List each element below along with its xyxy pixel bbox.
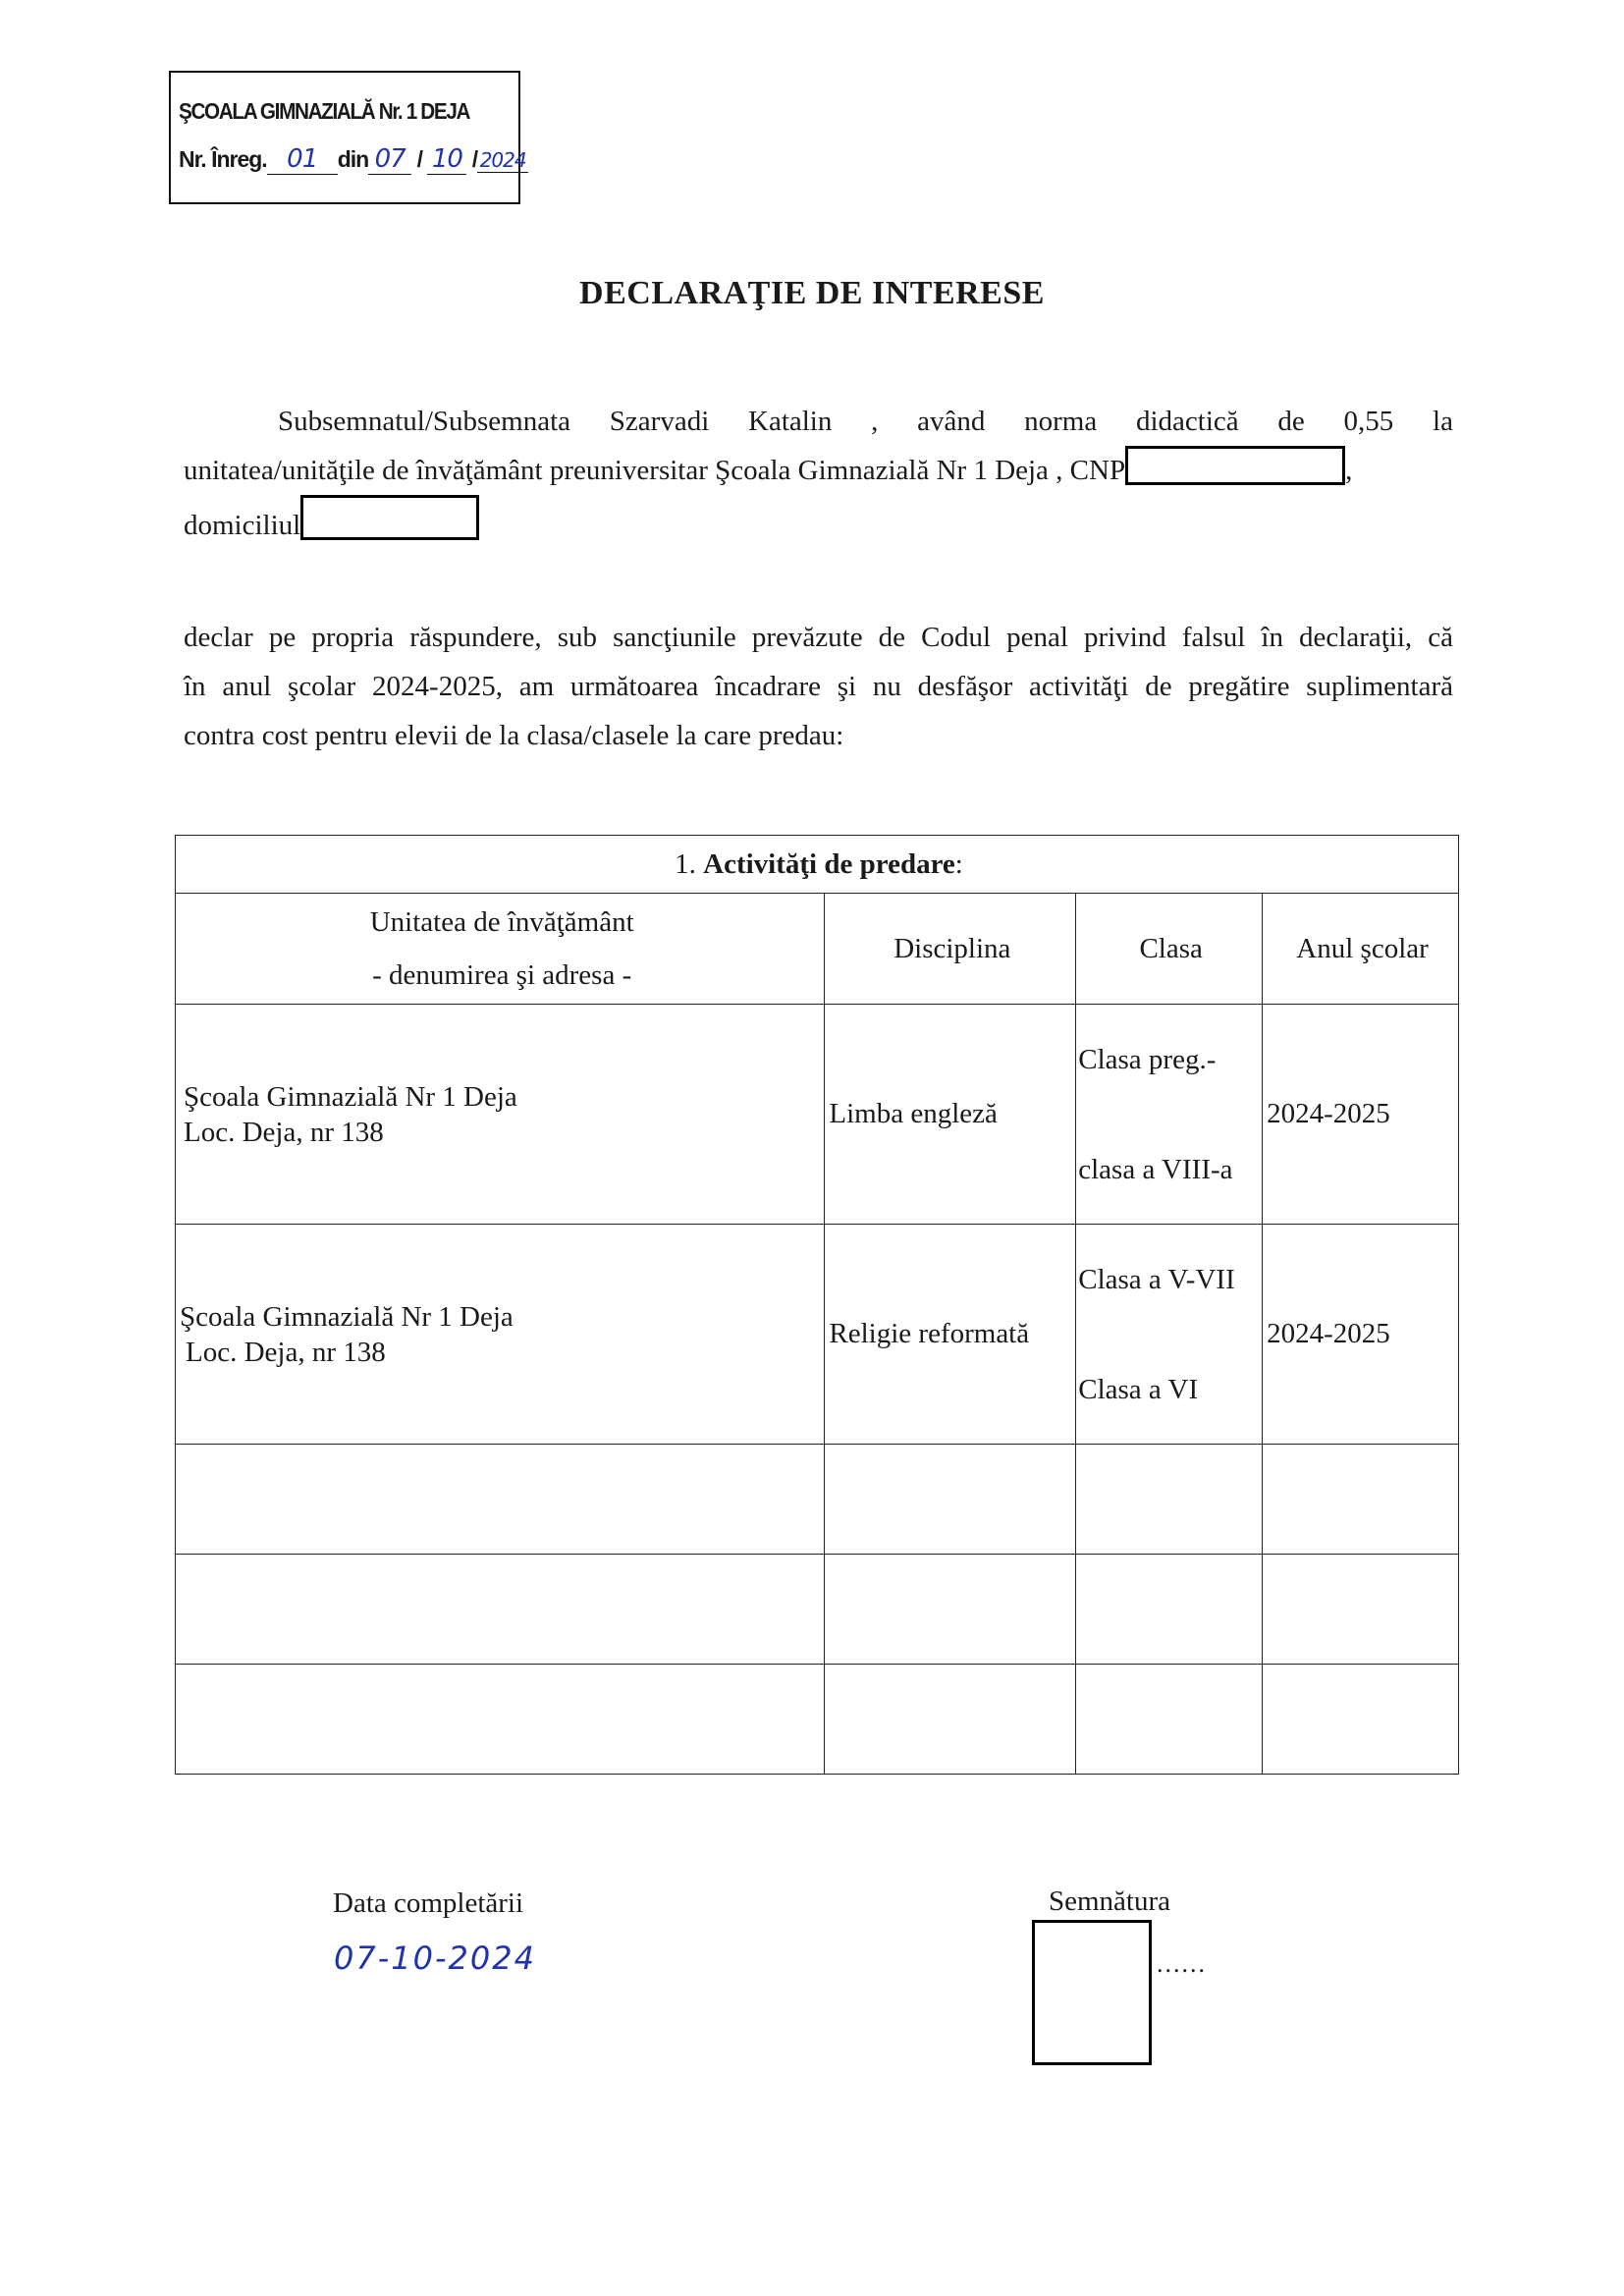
date-label: Data completării [333, 1887, 524, 1919]
signature-redaction-box [1032, 1920, 1152, 2065]
stamp-day: 07 [368, 144, 411, 175]
column-header-discipline: Disciplina [825, 894, 1076, 1005]
declaration-paragraph [184, 613, 1453, 760]
table-row [176, 1005, 1459, 1225]
intro-line-2: unitatea/unităţile de învăţământ preuniversitar Şcoala Gimnazială Nr 1 Deja , CNP , [184, 446, 1453, 495]
column-header-year: Anul şcolar [1263, 894, 1459, 1005]
intro-line-3: domiciliul [184, 495, 1453, 550]
signature-dots: ...... [1157, 1949, 1207, 1978]
stamp-reg-number: 01 [267, 144, 338, 175]
cell-class: Clasa a V-VII Clasa a VI [1076, 1225, 1263, 1445]
cell-year: 2024-2025 [1263, 1005, 1459, 1225]
cell-unit: Şcoala Gimnazială Nr 1 Deja Loc. Deja, nr 138 [176, 1225, 825, 1445]
cell-discipline: Limba engleză [825, 1005, 1076, 1225]
stamp-year: 2024 [477, 148, 528, 173]
address-redaction-box [300, 495, 479, 540]
cell-year: 2024-2025 [1263, 1225, 1459, 1445]
table-row [176, 1225, 1459, 1445]
stamp-date-label: din [337, 146, 369, 172]
stamp-month: 10 [427, 144, 466, 175]
column-header-class: Clasa [1076, 894, 1263, 1005]
cell-discipline: Religie reformată [825, 1225, 1076, 1445]
table-row [176, 1665, 1459, 1775]
activities-table [175, 835, 1459, 1775]
stamp-registration-line: Nr. Înreg. 01 din 07 / 10 / 2024 [179, 144, 518, 175]
column-header-unit: Unitatea de învăţământ - denumirea şi adresa - [176, 894, 825, 1005]
cell-unit: Şcoala Gimnazială Nr 1 Deja Loc. Deja, nr 138 [176, 1005, 825, 1225]
stamp-reg-label: Nr. Înreg. [179, 146, 267, 172]
stamp-school-name: ŞCOALA GIMNAZIALĂ Nr. 1 DEJA [179, 98, 470, 124]
intro-line-1: Subsemnatul/Subsemnata Szarvadi Katalin , având norma didactică de 0,55 la [278, 406, 1453, 437]
declaration-line-3: contra cost pentru elevii de la clasa/clasele la care predau: [184, 720, 844, 751]
date-value: 07-10-2024 [334, 1940, 536, 1977]
intro-paragraph [184, 397, 1453, 550]
registration-stamp [169, 71, 526, 204]
declaration-line-1: declar pe propria răspundere, sub sancţiunile prevăzute de Codul penal privind falsul în declaraţii, că [184, 622, 1453, 653]
declaration-line-2: în anul şcolar 2024-2025, am următoarea încadrare şi nu desfăşor activităţi de pregătire suplimentară [184, 671, 1453, 702]
signature-label: Semnătura [1049, 1886, 1171, 1917]
cell-class: Clasa preg.- clasa a VIII-a [1076, 1005, 1263, 1225]
table-section-header: 1. Activităţi de predare: [176, 836, 1459, 894]
cnp-redaction-box [1125, 446, 1345, 485]
table-row [176, 1555, 1459, 1665]
document-title: DECLARAŢIE DE INTERESE [579, 275, 1045, 311]
table-row [176, 1445, 1459, 1555]
